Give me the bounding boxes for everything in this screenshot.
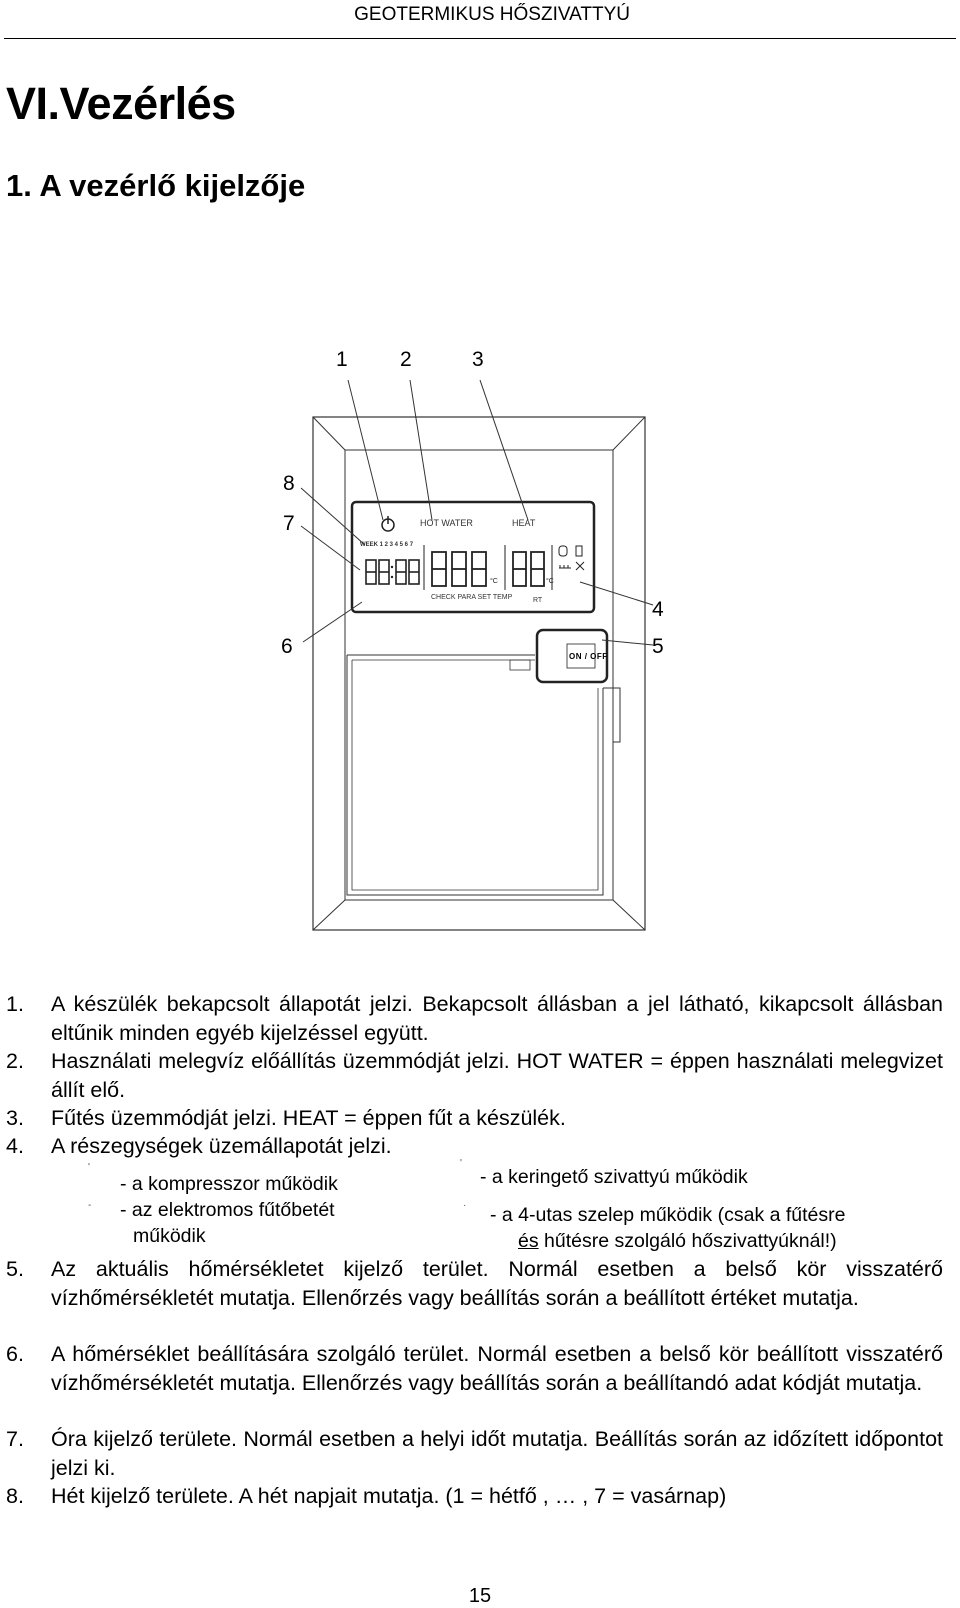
bevel-line-br	[613, 900, 645, 930]
rt-label: RT	[533, 597, 543, 604]
bevel-line-tl	[313, 417, 345, 450]
set-digits	[432, 552, 486, 586]
hot-water-indicator: HOT WATER	[420, 518, 473, 528]
heater-icon: -	[88, 1200, 92, 1211]
controller-drawing	[280, 340, 700, 960]
pump-state: - a keringető szivattyú működik	[480, 1166, 748, 1188]
page-header	[0, 0, 960, 40]
callout-8: 8	[283, 472, 295, 495]
subsection-title: 1. A vezérlő kijelzője	[6, 168, 306, 203]
heater-state-line1: - az elektromos fűtőbetét	[120, 1199, 335, 1221]
callout-1: 1	[336, 348, 348, 371]
controller-diagram	[280, 340, 700, 960]
pump-icon: '	[460, 1158, 462, 1169]
pump-icon	[559, 565, 571, 568]
valve-state-line2: és hűtésre szolgáló hőszivattyúknál!)	[518, 1230, 837, 1252]
callout-3: 3	[472, 348, 484, 371]
compressor-icon	[559, 546, 567, 556]
section-title: VI.Vezérlés	[6, 78, 236, 129]
lower-panel	[347, 655, 603, 895]
inner-face	[345, 450, 613, 900]
compressor-state: - a kompresszor működik	[120, 1173, 338, 1195]
svg-text:°C: °C	[490, 578, 498, 585]
header-rule	[4, 38, 956, 39]
heater-state-line2: működik	[133, 1225, 206, 1247]
week-indicator: WEEK 1 2 3 4 5 6 7	[360, 542, 414, 548]
compressor-icon: '	[88, 1162, 90, 1173]
header-title: GEOTERMIKUS HŐSZIVATTYÚ	[354, 4, 630, 25]
clock-digits	[366, 560, 419, 584]
page-number: 15	[468, 1585, 492, 1607]
valve-state-line1: - a 4-utas szelep működik (csak a fűtésre	[490, 1204, 846, 1226]
callout-6: 6	[281, 635, 293, 658]
status-icons	[559, 546, 584, 570]
onoff-button[interactable]: ON / OFF	[569, 652, 608, 661]
heat-indicator: HEAT	[512, 518, 536, 528]
heater-icon	[576, 546, 582, 556]
valve-icon	[576, 562, 584, 570]
mode-labels: CHECK PARA SET TEMP	[431, 594, 513, 601]
leader-lines	[301, 380, 653, 645]
callout-7: 7	[283, 512, 295, 535]
outer-frame	[313, 417, 645, 930]
callout-5: 5	[652, 635, 664, 658]
callout-4: 4	[652, 598, 664, 621]
bevel-line-bl	[313, 900, 345, 930]
temp-digits	[513, 552, 544, 586]
svg-text:°C: °C	[546, 578, 554, 585]
bevel-line-tr	[613, 417, 645, 450]
callout-2: 2	[400, 348, 412, 371]
valve-icon: ·	[463, 1200, 467, 1211]
